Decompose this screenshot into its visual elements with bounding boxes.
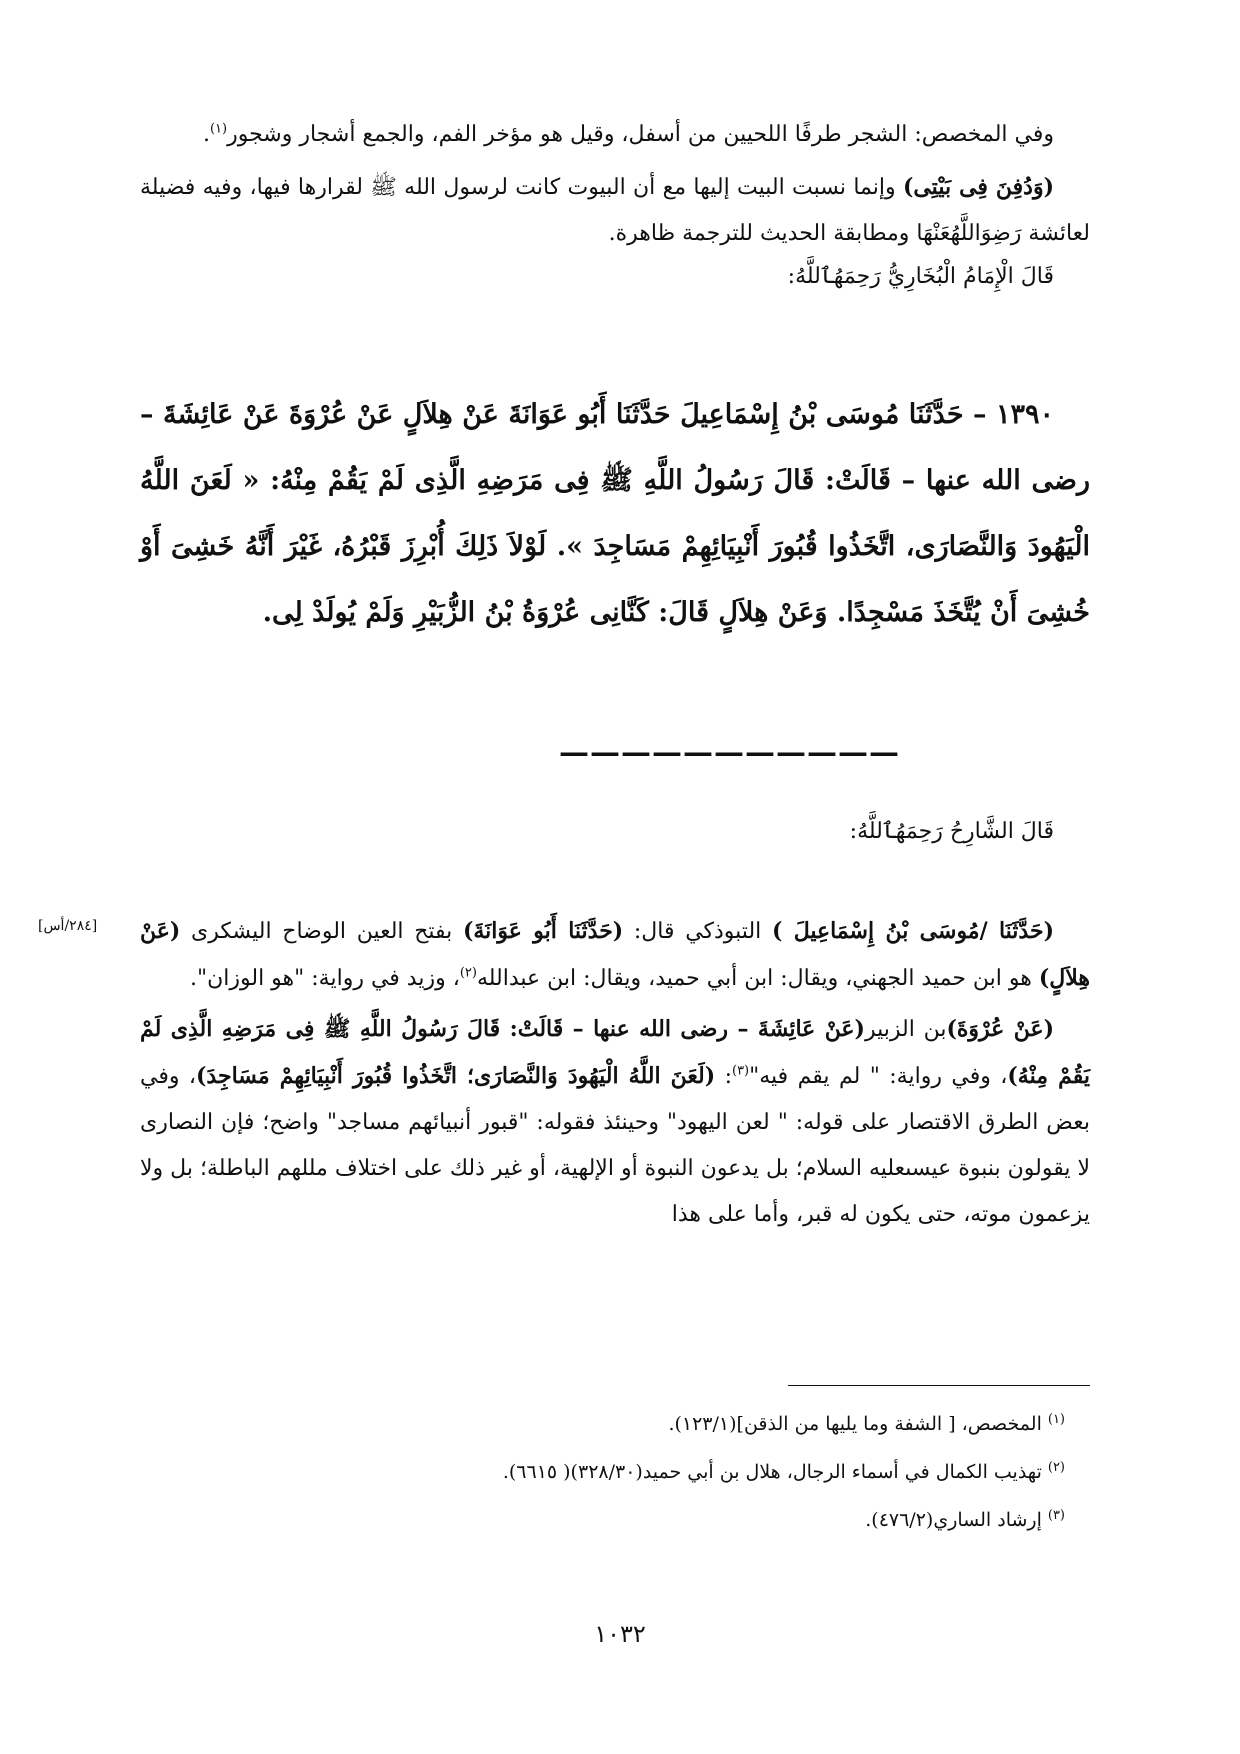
section-heading-sharih: قَالَ الشَّارِحُ رَحِمَهُٱللَّهُ:: [849, 819, 1054, 844]
quoted-phrase: (وَدُفِنَ فِى بَيْتِى): [902, 174, 1054, 200]
commentary-paragraph-2: (عَنْ عُرْوَةَ)بن الزبير(عَنْ عَائِشَةَ – رضى الله عنها – قَالَتْ: قَالَ رَسُولُ اللَّهِ ﷺ فِى مَرَضِهِ الَّذِى لَمْ يَقُمْ مِنْهُ)، وفي رواية: " لم يقم فيه"$^{(٣)}$: (لَعَنَ اللَّهُ الْيَهُودَ وَالنَّصَارَى؛ اتَّخَذُوا قُبُورَ أَنْبِيَائِهِمْ مَسَاجِدَ)، وفي بعض الطرق الاقتصار على قوله: " لعن اليهود" وحينئذ فقوله: "قبور أنبيائهم مساجد" واضح؛ فإن النصارى لا يقولون بنبوة عيسىعليه السلام؛ بل يدعون النبوة أو الإلهية، أو غير ذلك على اختلاف مللهم الباطلة؛ بل ولا يزعمون موته، حتى يكون له قبر، وأما على هذا: [140, 1016, 1091, 1227]
margin-note: [٢٨٤/أس]: [38, 918, 98, 934]
footnote-item: $^{(٣)}$إرشاد الساري(٤٧٦/٢).: [865, 1507, 1065, 1531]
commentary-section: [140, 908, 1090, 1238]
intro-section: [140, 112, 1090, 297]
footnote-item: $^{(٢)}$تهذيب الكمال في أسماء الرجال، هلال بن أبي حميد(٣٢٨/٣٠)( ٦٦١٥).: [502, 1459, 1065, 1483]
footnote-separator: [788, 1385, 1090, 1386]
hadith-text: ١٣٩٠ – حَدَّثَنَا مُوسَى بْنُ إِسْمَاعِيلَ حَدَّثَنَا أَبُو عَوَانَةَ عَنْ هِلاَلٍ عَنْ عُرْوَةَ عَنْ عَائِشَةَ – رضى الله عنها – قَالَتْ: قَالَ رَسُولُ اللَّهِ ﷺ فِى مَرَضِهِ الَّذِى لَمْ يَقُمْ مِنْهُ: « لَعَنَ اللَّهُ الْيَهُودَ وَالنَّصَارَى، اتَّخَذُوا قُبُورَ أَنْبِيَائِهِمْ مَسَاجِدَ ». لَوْلاَ ذَلِكَ أُبْرِزَ قَبْرُهُ، غَيْرَ أَنَّهُ خَشِىَ أَوْ خُشِىَ أَنْ يُتَّخَذَ مَسْجِدًا. وَعَنْ هِلاَلٍ قَالَ: كَنَّانِى عُرْوَةُ بْنُ الزُّبَيْرِ وَلَمْ يُولَدْ لِى.: [140, 399, 1090, 628]
section-heading-bukhari: قَالَ الْإِمَامُ الْبُخَارِيُّ رَحِمَهُٱللَّهُ:: [787, 264, 1054, 289]
footnote-ref-2[interactable]: (٢): [459, 965, 477, 981]
hadith-section: [140, 382, 1090, 646]
footnote-ref-1[interactable]: (١): [209, 121, 228, 137]
footnote-item: $^{(١)}$المخصص، [ الشفة وما يليها من الذقن](١٢٣/١).: [668, 1411, 1065, 1435]
page-number: ١٠٣٢: [594, 1620, 646, 1648]
paragraph-dufin: (وَدُفِنَ فِى بَيْتِى) وإنما نسبت البيت إليها مع أن البيوت كانت لرسول الله ﷺ لقرارها فيها، وفيه فضيلة لعائشة رَضِوَاللَّهُعَنْهَا ومطابقة الحديث للترجمة ظاهرة.: [140, 174, 1090, 246]
commentary-heading-block: [140, 812, 1090, 852]
section-divider: ———————————: [559, 735, 900, 770]
paragraph-mukhassas: وفي المخصص: الشجر طرفًا اللحيين من أسفل، وقيل هو مؤخر الفم، والجمع أشجار وشجور$^{(١)}$.: [202, 121, 1054, 147]
footnotes: [165, 1400, 1065, 1544]
footnote-ref-3[interactable]: (٣): [731, 1063, 750, 1079]
commentary-paragraph-1: (حَدَّثَنَا /مُوسَى بْنُ إِسْمَاعِيلَ ) التبوذكي قال: (حَدَّثَنَا أَبُو عَوَانَةَ) بفتح العين الوضاح اليشكرى (عَنْ هِلاَلٍ) هو ابن حميد الجهني، ويقال: ابن أبي حميد، ويقال: ابن عبدالله$^{(٢)}$، وزيد في رواية: "هو الوزان".: [140, 918, 1090, 991]
